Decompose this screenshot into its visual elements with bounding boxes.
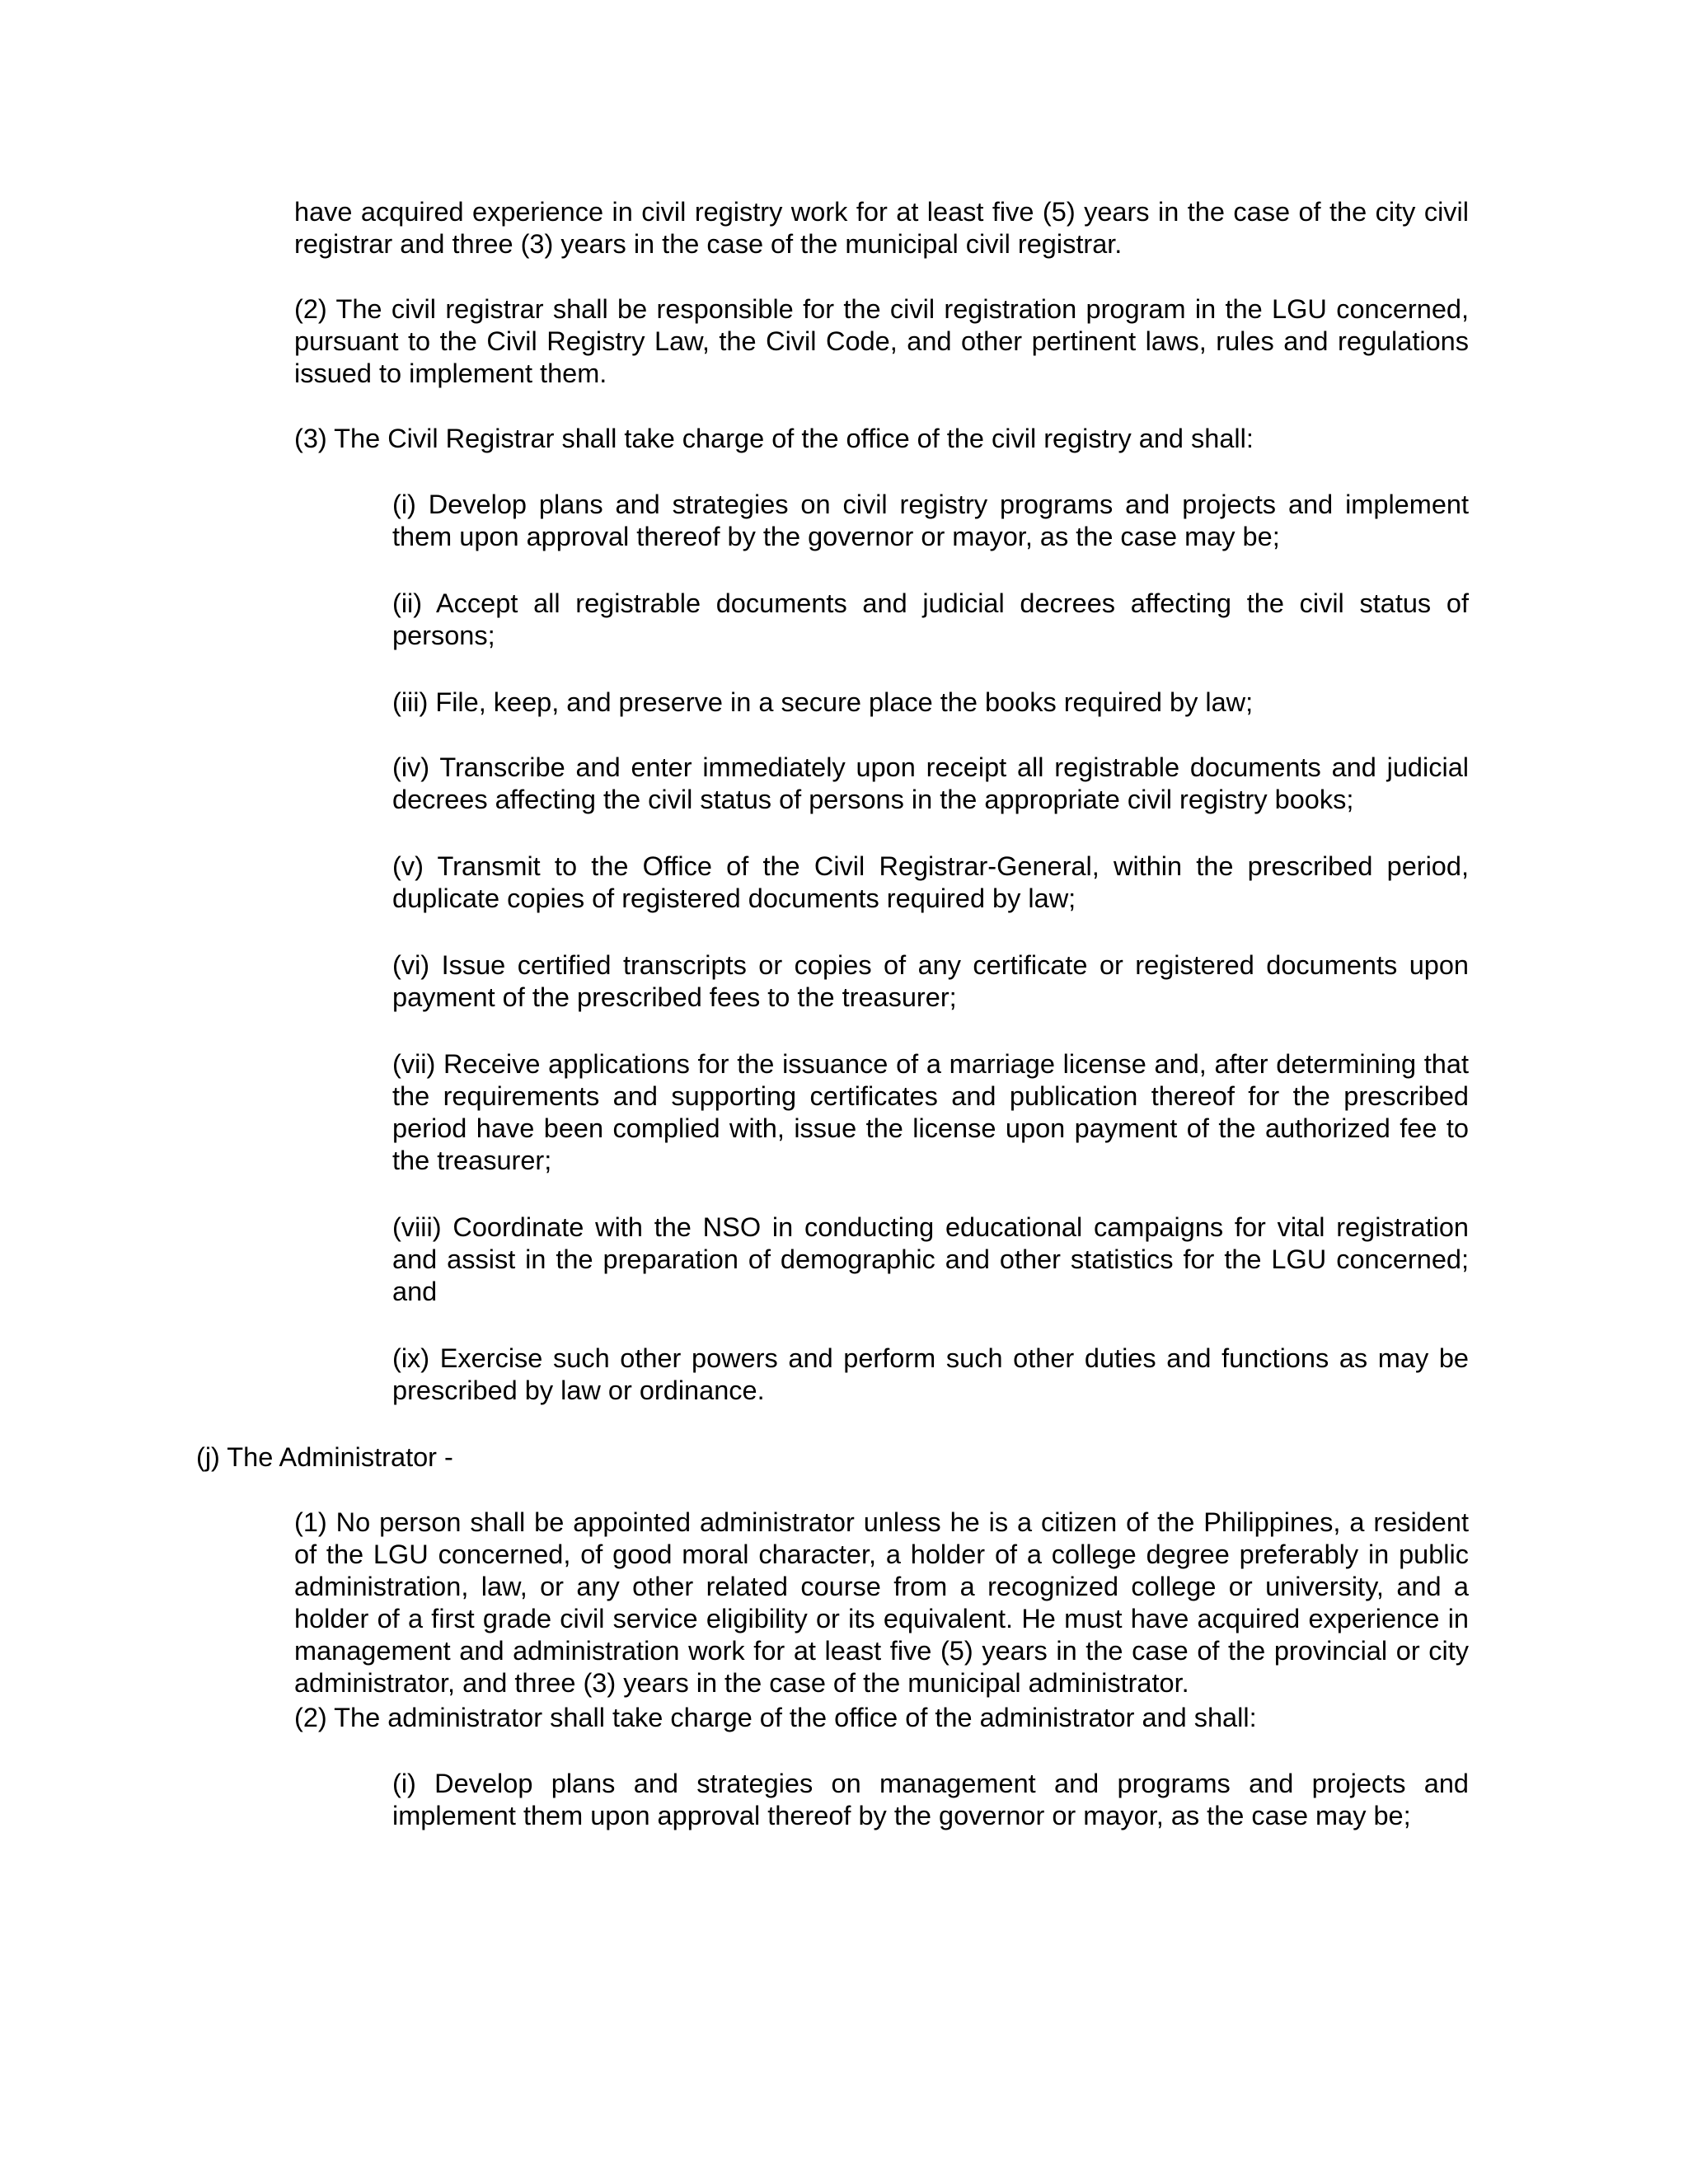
list-item-civil-registrar-iv: (iv) Transcribe and enter immediately upon receipt all registrable documents and judicial decrees affecting the civil status of persons in the appropriate civil registry books; — [392, 752, 1469, 814]
paragraph-administrator-duties-intro: (2) The administrator shall take charge of the office of the administrator and shall: — [294, 1703, 1257, 1732]
list-item-civil-registrar-v: (v) Transmit to the Office of the Civil Registrar-General, within the prescribed period, duplicate copies of registered documents required by law; — [392, 851, 1469, 913]
list-item-civil-registrar-ix: (ix) Exercise such other powers and perform such other duties and functions as may be prescribed by law or ordinance. — [392, 1343, 1469, 1405]
list-item-civil-registrar-iii: (iii) File, keep, and preserve in a secure place the books required by law; — [392, 687, 1254, 717]
paragraph-civil-registrar-responsibility: (2) The civil registrar shall be responsible for the civil registration program in the LGU concerned, pursuant to the Civil Registry Law, the Civil Code, and other pertinent laws, rules and regulations issued to implement them. — [294, 294, 1469, 388]
list-item-civil-registrar-vii: (vii) Receive applications for the issuance of a marriage license and, after determining that the requirements and supporting certificates and publication thereof for the prescribed period have been complied with, issue the license upon payment of the authorized fee to the treasurer; — [392, 1049, 1469, 1175]
paragraph-civil-registrar-duties-intro: (3) The Civil Registrar shall take charge of the office of the civil registry and shall: — [294, 424, 1254, 453]
list-item-civil-registrar-ii: (ii) Accept all registrable documents and judicial decrees affecting the civil status of persons; — [392, 588, 1469, 650]
list-item-administrator-i: (i) Develop plans and strategies on management and programs and projects and implement them upon approval thereof by the governor or mayor, as the case may be; — [392, 1769, 1469, 1830]
section-heading-administrator: (j) The Administrator - — [196, 1442, 453, 1472]
list-item-civil-registrar-vi: (vi) Issue certified transcripts or copies of any certificate or registered documents upon payment of the prescribed fees to the treasurer; — [392, 950, 1469, 1012]
paragraph-civil-registrar-experience: have acquired experience in civil registry work for at least five (5) years in the case of the city civil registrar and three (3) years in the case of the municipal civil registrar. — [294, 197, 1469, 259]
paragraph-administrator-qualifications: (1) No person shall be appointed administrator unless he is a citizen of the Philippines, a resident of the LGU concerned, of good moral character, a holder of a college degree preferably in public administration, law, or any other related course from a recognized college or university, and a holder of a first grade civil service eligibility or its equivalent. He must have acquired experience in management and administration work for at least five (5) years in the case of the provincial or city administrator, and three (3) years in the case of the municipal administrator. — [294, 1507, 1469, 1698]
list-item-civil-registrar-i: (i) Develop plans and strategies on civil registry programs and projects and implement them upon approval thereof by the governor or mayor, as the case may be; — [392, 490, 1469, 551]
list-item-civil-registrar-viii: (viii) Coordinate with the NSO in conducting educational campaigns for vital registration and assist in the preparation of demographic and other statistics for the LGU concerned; and — [392, 1212, 1469, 1306]
